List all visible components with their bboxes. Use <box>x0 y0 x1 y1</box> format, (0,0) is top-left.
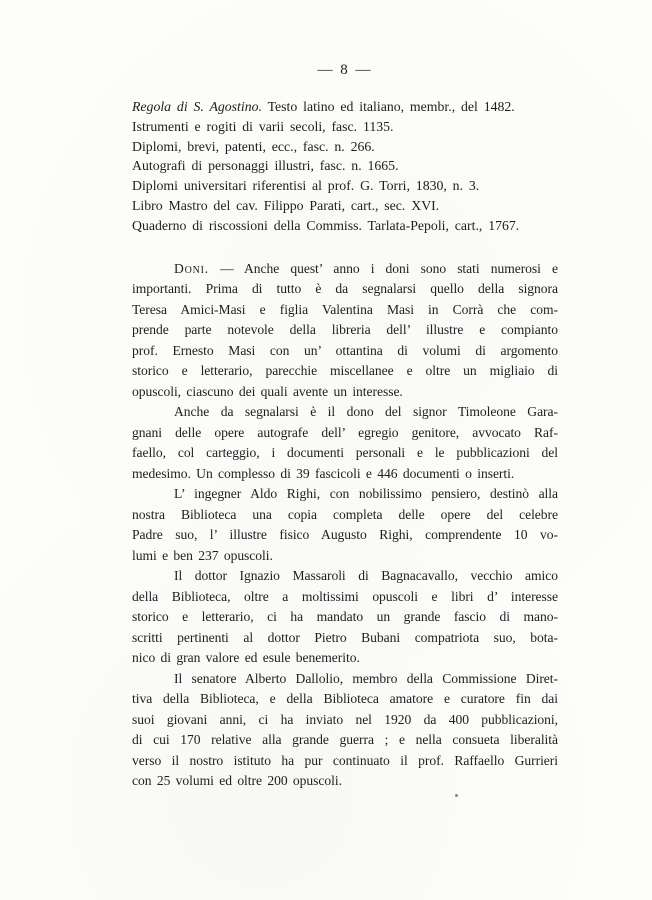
paragraph-line: importanti. Prima di tutto è da segnalarsi quello della signora <box>132 281 558 297</box>
paragraph-line: Teresa Amici-Masi e figlia Valentina Masi in Corrà che com- <box>132 301 558 317</box>
catalog-entry: Autografi di personaggi illustri, fasc. n. 1665. <box>132 158 399 174</box>
catalog-entry-title-italic: Regola di S. Agostino. <box>132 99 262 114</box>
paragraph-massaroli <box>132 566 558 669</box>
paragraph-righi <box>132 484 558 566</box>
catalog-entry: Diplomi universitari riferentisi al prof. G. Torri, 1830, n. 3. <box>132 178 480 194</box>
paragraph-line: prende parte notevole della libreria dell’ illustre e compianto <box>132 322 558 338</box>
paragraph-line: tiva della Biblioteca, e della Biblioteca amatore e curatore fin dai <box>132 691 558 707</box>
body-paragraphs <box>132 259 558 792</box>
paragraph-line: nostra Biblioteca una copia completa delle opere del celebre <box>132 506 558 522</box>
paragraph-line: gnani delle opere autografe dell’ egregio genitore, avvocato Raf- <box>132 424 558 440</box>
paragraph-garagnani <box>132 402 558 484</box>
page-number: — 8 — <box>317 62 373 78</box>
paragraph-line: medesimo. Un complesso di 39 fascicoli e 446 documenti o inserti. <box>132 465 515 481</box>
paragraph-line: nico di gran valore ed esule benemerito. <box>132 650 360 666</box>
paragraph-doni <box>132 259 558 403</box>
catalog-entry <box>132 97 558 117</box>
catalog-list <box>132 97 558 236</box>
paragraph-line: faello, col carteggio, i documenti personali e le pubblicazioni del <box>132 445 558 461</box>
paragraph-line: lumi e ben 237 opuscoli. <box>132 547 273 563</box>
paragraph-line: della Biblioteca, oltre a moltissimi opuscoli e libri d’ interesse <box>132 588 558 604</box>
paragraph-line: L’ ingegner Aldo Righi, con nobilissimo pensiero, destinò alla <box>174 486 558 502</box>
scan-speck <box>455 794 458 797</box>
paragraph-line: scritti pertinenti al dottor Pietro Bubani compatriota suo, bota- <box>132 629 558 645</box>
paragraph-line: con 25 volumi ed oltre 200 opuscoli. <box>132 773 342 789</box>
catalog-entry: Istrumenti e rogiti di varii secoli, fasc. 1135. <box>132 118 394 134</box>
paragraph-line: opuscoli, ciascuno dei quali avente un interesse. <box>132 383 403 399</box>
paragraph-line: storico e letterario, ci ha mandato un grande fascio di mano- <box>132 609 558 625</box>
paragraph-line: storico e letterario, parecchie miscellanee e oltre un migliaio di <box>132 363 558 379</box>
paragraph-dallolio <box>132 669 558 792</box>
paragraph-line: Anche da segnalarsi è il dono del signor Timoleone Gara- <box>174 404 558 420</box>
paragraph-line: di cui 170 relative alla grande guerra ; e nella consueta liberalità <box>132 732 558 748</box>
text-column <box>132 60 558 792</box>
catalog-entry: Libro Mastro del cav. Filippo Parati, cart., sec. XVI. <box>132 197 440 213</box>
paragraph-line: Il senatore Alberto Dallolio, membro della Commissione Diret- <box>174 670 558 686</box>
smallcaps-lead: Doni. <box>174 260 209 276</box>
catalog-entry: Diplomi, brevi, patenti, ecc., fasc. n. 266. <box>132 138 375 154</box>
catalog-entry: Quaderno di riscossioni della Commiss. Tarlata-Pepoli, cart., 1767. <box>132 217 520 233</box>
paragraph-line: Padre suo, l’ illustre fisico Augusto Righi, comprendente 10 vo- <box>132 527 558 543</box>
paragraph-line <box>132 259 558 280</box>
catalog-entry-text: Testo latino ed italiano, membr., del 1482. <box>261 99 515 114</box>
paragraph-line-text: — Anche quest’ anno i doni sono stati numerosi e <box>209 260 558 276</box>
paragraph-line: prof. Ernesto Masi con un’ ottantina di volumi di argomento <box>132 342 558 358</box>
paragraph-line: Il dottor Ignazio Massaroli di Bagnacavallo, vecchio amico <box>174 568 558 584</box>
paragraph-line: verso il nostro istituto ha pur continuato il prof. Raffaello Gurrieri <box>132 752 558 768</box>
paragraph-line: suoi giovani anni, ci ha inviato nel 1920 da 400 pubblicazioni, <box>132 711 558 727</box>
